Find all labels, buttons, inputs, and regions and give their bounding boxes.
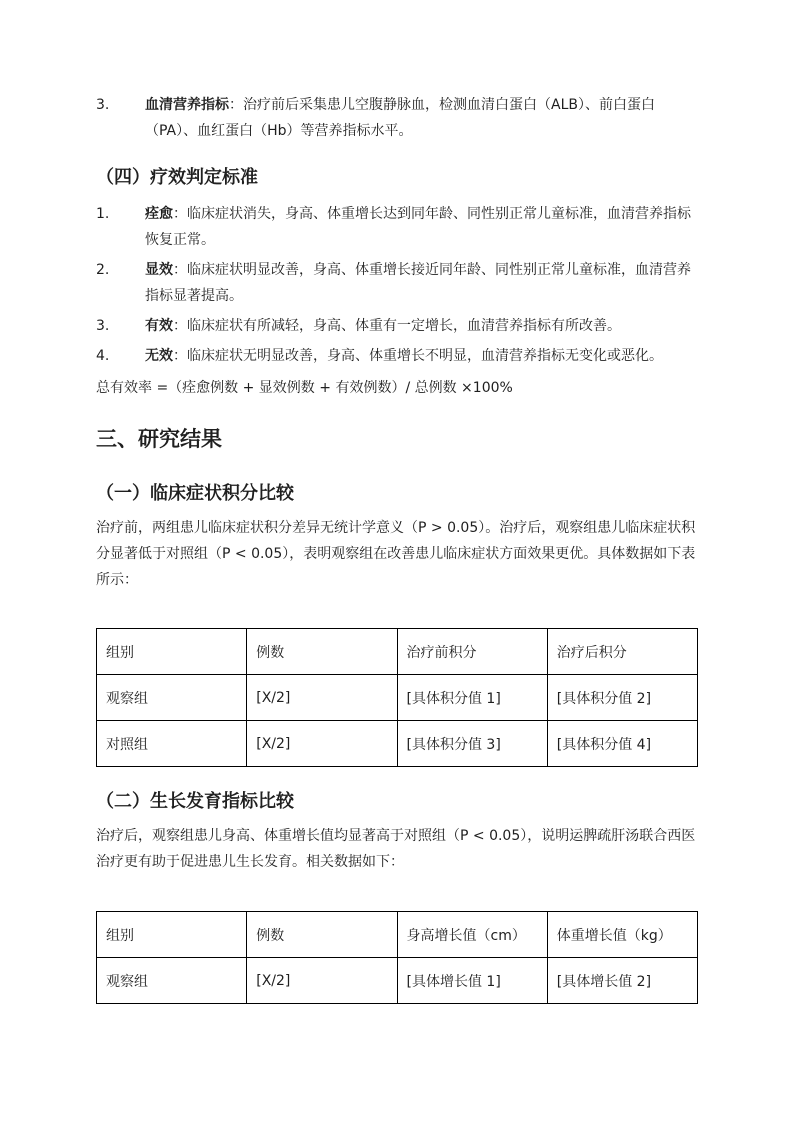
table-cell: [X/2] bbox=[247, 958, 397, 1004]
table-header-cell: 例数 bbox=[247, 629, 397, 675]
table-header-row bbox=[97, 629, 698, 675]
table-header-row bbox=[97, 912, 698, 958]
list-term: 显效 bbox=[145, 262, 173, 278]
table-header-cell: 例数 bbox=[247, 912, 397, 958]
table-cell: 对照组 bbox=[97, 721, 247, 767]
growth-heading: （二）生长发育指标比较 bbox=[96, 791, 294, 812]
efficacy-formula: 总有效率 =（痊愈例数 + 显效例数 + 有效例数）/ 总例数 ×100% bbox=[96, 380, 513, 396]
list-term: 血清营养指标 bbox=[145, 97, 229, 113]
symptom-score-heading: （一）临床症状积分比较 bbox=[96, 483, 294, 504]
list-term: 无效 bbox=[145, 348, 173, 364]
table-cell: [具体增长值 1] bbox=[397, 958, 547, 1004]
results-heading: 三、研究结果 bbox=[96, 427, 222, 451]
table-cell: 观察组 bbox=[97, 675, 247, 721]
list-term: 有效 bbox=[145, 318, 173, 334]
table-cell: [X/2] bbox=[247, 721, 397, 767]
efficacy-heading: （四）疗效判定标准 bbox=[96, 167, 258, 188]
table-cell: [具体积分值 4] bbox=[547, 721, 697, 767]
list-term: 痊愈 bbox=[145, 206, 173, 222]
table-row bbox=[97, 675, 698, 721]
list-number: 2. bbox=[96, 262, 110, 278]
list-number: 1. bbox=[96, 206, 110, 222]
table-header-cell: 组别 bbox=[97, 629, 247, 675]
list-number: 4. bbox=[96, 348, 110, 364]
list-text: ：临床症状无明显改善，身高、体重增长不明显，血清营养指标无变化或恶化。 bbox=[173, 348, 663, 364]
table-cell: 观察组 bbox=[97, 958, 247, 1004]
list-text: ：临床症状有所减轻，身高、体重有一定增长，血清营养指标有所改善。 bbox=[173, 318, 621, 334]
growth-paragraph: 治疗后，观察组患儿身高、体重增长值均显著高于对照组（P < 0.05），说明运脾疏肝汤联合西医治疗更有助于促进患儿生长发育。相关数据如下： bbox=[96, 828, 696, 870]
table-header-cell: 身高增长值（cm） bbox=[397, 912, 547, 958]
list-number: 3. bbox=[96, 97, 110, 113]
table-cell: [具体积分值 3] bbox=[397, 721, 547, 767]
table-row bbox=[97, 958, 698, 1004]
list-text: ：临床症状明显改善，身高、体重增长接近同年龄、同性别正常儿童标准，血清营养指标显著提高。 bbox=[145, 262, 691, 304]
table-header-cell: 组别 bbox=[97, 912, 247, 958]
table-row bbox=[97, 721, 698, 767]
list-number: 3. bbox=[96, 318, 110, 334]
list-text: ：临床症状消失，身高、体重增长达到同年龄、同性别正常儿童标准，血清营养指标恢复正常。 bbox=[145, 206, 691, 248]
table-cell: [X/2] bbox=[247, 675, 397, 721]
symptom-score-paragraph: 治疗前，两组患儿临床症状积分差异无统计学意义（P > 0.05）。治疗后，观察组患儿临床症状积分显著低于对照组（P < 0.05），表明观察组在改善患儿临床症状方面效果更优。具体数据如下表所示： bbox=[96, 520, 696, 588]
table-header-cell: 治疗后积分 bbox=[547, 629, 697, 675]
table-header-cell: 体重增长值（kg） bbox=[547, 912, 697, 958]
symptom-score-table bbox=[96, 628, 698, 767]
table-cell: [具体积分值 2] bbox=[547, 675, 697, 721]
growth-table bbox=[96, 911, 698, 1004]
table-cell: [具体增长值 2] bbox=[547, 958, 697, 1004]
table-cell: [具体积分值 1] bbox=[397, 675, 547, 721]
table-header-cell: 治疗前积分 bbox=[397, 629, 547, 675]
list-text: ：治疗前后采集患儿空腹静脉血，检测血清白蛋白（ALB）、前白蛋白（PA）、血红蛋白（Hb）等营养指标水平。 bbox=[145, 97, 655, 139]
